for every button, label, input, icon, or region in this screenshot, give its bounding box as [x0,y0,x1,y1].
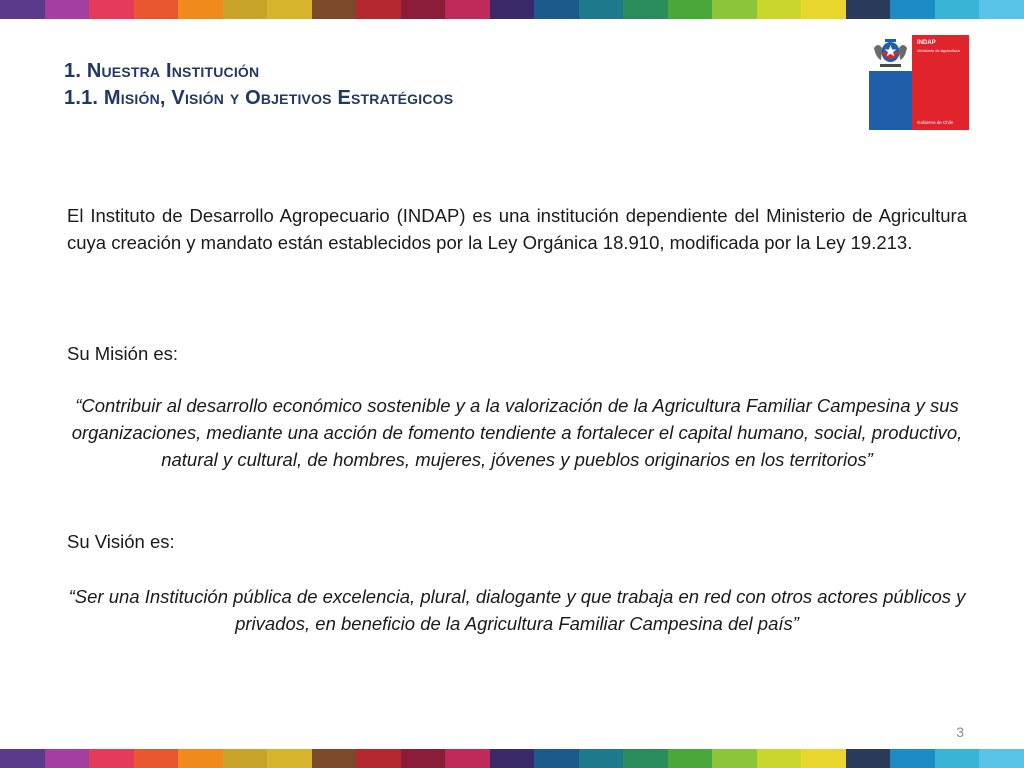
stripe-segment [267,0,312,19]
stripe-segment [89,749,134,768]
stripe-segment [445,749,490,768]
stripe-segment [935,749,980,768]
stripe-segment [979,749,1024,768]
stripe-segment [45,749,90,768]
top-color-stripe [0,0,1024,19]
stripe-segment [401,749,446,768]
stripe-segment [267,749,312,768]
stripe-segment [846,0,891,19]
stripe-segment [890,749,935,768]
mision-label: Su Misión es: [67,343,179,364]
stripe-segment [534,0,579,19]
stripe-segment [445,0,490,19]
stripe-segment [534,749,579,768]
stripe-segment [45,0,90,19]
heading-line-1: 1. Nuestra Institución [64,60,260,82]
stripe-segment [801,749,846,768]
stripe-segment [356,0,401,19]
stripe-segment [890,0,935,19]
stripe-segment [979,0,1024,19]
slide-heading [64,58,844,112]
logo-footer: Gobierno de Chile [917,120,954,125]
stripe-segment [846,749,891,768]
logo-red-panel [912,35,969,130]
mision-quote: “Contribuir al desarrollo económico sostenible y a la valorización de la Agricultura Familiar Campesina y sus organizaciones, mediante una acción de fomento tendiente a fortalecer el capital humano, social, productivo, natural y cultural, de hombres, mujeres, jóvenes y pueblos originarios en los territorios” [71,395,963,470]
stripe-segment [401,0,446,19]
stripe-segment [223,0,268,19]
heading-line-2: 1.1. Misión, Visión y Objetivos Estratégicos [64,87,454,109]
stripe-segment [623,749,668,768]
chile-coat-of-arms-icon [872,36,909,70]
logo-subtitle: Ministerio de Agricultura [917,48,960,53]
stripe-segment [0,749,45,768]
stripe-segment [89,0,134,19]
stripe-segment [712,0,757,19]
stripe-segment [935,0,980,19]
indap-logo [869,35,969,130]
vision-quote: “Ser una Institución pública de excelencia, plural, dialogante y que trabaja en red con otros actores públicos y privados, en beneficio de la Agricultura Familiar Campesina del país” [68,586,966,634]
stripe-segment [579,749,624,768]
vision-label: Su Visión es: [67,531,175,552]
stripe-segment [801,0,846,19]
stripe-segment [668,749,713,768]
stripe-segment [178,749,223,768]
stripe-segment [623,0,668,19]
page-number: 3 [956,724,964,740]
stripe-segment [0,0,45,19]
logo-blue-panel [869,35,912,130]
stripe-segment [668,0,713,19]
stripe-segment [134,749,179,768]
stripe-segment [712,749,757,768]
stripe-segment [579,0,624,19]
stripe-segment [134,0,179,19]
intro-paragraph: El Instituto de Desarrollo Agropecuario (INDAP) es una institución dependiente del Ministerio de Agricultura cuya creación y mandato están establecidos por la Ley Orgánica 18.910, modificada por la Ley 19.213. [67,205,967,253]
logo-name: INDAP [917,40,936,46]
bottom-color-stripe [0,749,1024,768]
stripe-segment [757,749,802,768]
stripe-segment [223,749,268,768]
stripe-segment [356,749,401,768]
stripe-segment [312,749,357,768]
stripe-segment [178,0,223,19]
stripe-segment [490,0,535,19]
stripe-segment [312,0,357,19]
stripe-segment [757,0,802,19]
stripe-segment [490,749,535,768]
